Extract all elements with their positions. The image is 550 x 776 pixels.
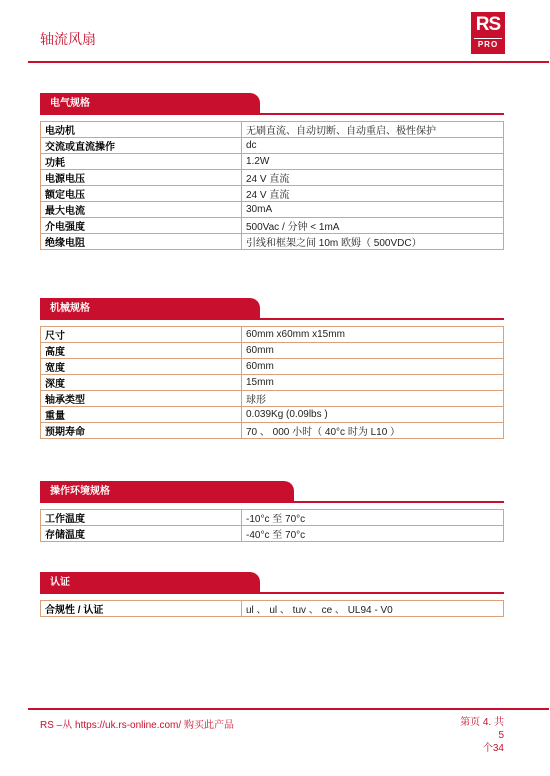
page-title: 轴流风扇 bbox=[40, 32, 96, 48]
spec-label: 工作温度 bbox=[41, 510, 242, 526]
footer-purchase-link[interactable]: RS –从 https://uk.rs-online.com/ 购买此产品 bbox=[40, 720, 234, 731]
header-divider bbox=[28, 61, 549, 63]
spec-label: 电源电压 bbox=[41, 170, 242, 186]
footer-divider bbox=[28, 708, 549, 710]
table-row bbox=[41, 343, 504, 359]
table-row bbox=[41, 186, 504, 202]
spec-table bbox=[40, 326, 504, 439]
spec-value: 60mm x60mm x15mm bbox=[242, 327, 504, 343]
spec-value: ul 、 ul 、 tuv 、 ce 、 UL94 - V0 bbox=[242, 601, 504, 617]
table-row bbox=[41, 138, 504, 154]
spec-label: 合规性 / 认证 bbox=[41, 601, 242, 617]
spec-label: 宽度 bbox=[41, 359, 242, 375]
spec-label: 交流或直流操作 bbox=[41, 138, 242, 154]
spec-value: 24 V 直流 bbox=[242, 186, 504, 202]
spec-value: 60mm bbox=[242, 359, 504, 375]
page-number bbox=[452, 716, 504, 755]
spec-value: dc bbox=[242, 138, 504, 154]
spec-value: 球形 bbox=[242, 391, 504, 407]
spec-label: 预期寿命 bbox=[41, 423, 242, 439]
table-row bbox=[41, 218, 504, 234]
table-row bbox=[41, 423, 504, 439]
section-divider bbox=[40, 318, 504, 320]
section-environment bbox=[40, 481, 504, 542]
spec-label: 尺寸 bbox=[41, 327, 242, 343]
spec-value: 1.2W bbox=[242, 154, 504, 170]
rs-pro-logo bbox=[471, 12, 505, 54]
table-row bbox=[41, 510, 504, 526]
spec-label: 深度 bbox=[41, 375, 242, 391]
spec-value: 70 、 000 小时（ 40°c 时为 L10 ） bbox=[242, 423, 504, 439]
section-certification bbox=[40, 572, 504, 617]
section-header bbox=[40, 481, 504, 503]
spec-table bbox=[40, 509, 504, 542]
spec-value: 0.039Kg (0.09lbs ) bbox=[242, 407, 504, 423]
section-title: 操作环境规格 bbox=[40, 481, 294, 502]
spec-value: 15mm bbox=[242, 375, 504, 391]
section-mechanical bbox=[40, 298, 504, 439]
spec-value: 无刷直流、自动切断、自动重启、极性保护 bbox=[242, 122, 504, 138]
spec-label: 轴承类型 bbox=[41, 391, 242, 407]
page-number-line1: 第页 4. 共 5 bbox=[460, 717, 504, 741]
table-row bbox=[41, 202, 504, 218]
spec-label: 绝缘电阻 bbox=[41, 234, 242, 250]
table-row bbox=[41, 170, 504, 186]
spec-label: 重量 bbox=[41, 407, 242, 423]
table-row bbox=[41, 359, 504, 375]
spec-value: 24 V 直流 bbox=[242, 170, 504, 186]
spec-label: 电动机 bbox=[41, 122, 242, 138]
section-divider bbox=[40, 501, 504, 503]
section-electrical bbox=[40, 93, 504, 250]
table-row bbox=[41, 601, 504, 617]
table-row bbox=[41, 154, 504, 170]
section-title: 电气规格 bbox=[40, 93, 260, 114]
section-title: 机械规格 bbox=[40, 298, 260, 319]
spec-label: 额定电压 bbox=[41, 186, 242, 202]
page-number-line2: 个34 bbox=[482, 743, 504, 754]
spec-label: 介电强度 bbox=[41, 218, 242, 234]
spec-value: 引线和框架之间 10m 欧姆（ 500VDC） bbox=[242, 234, 504, 250]
spec-label: 功耗 bbox=[41, 154, 242, 170]
table-row bbox=[41, 526, 504, 542]
table-row bbox=[41, 375, 504, 391]
table-row bbox=[41, 327, 504, 343]
logo-pro-text: PRO bbox=[474, 38, 502, 49]
spec-value: -40°c 至 70°c bbox=[242, 526, 504, 542]
section-header bbox=[40, 572, 504, 594]
section-header bbox=[40, 298, 504, 320]
spec-table bbox=[40, 600, 504, 617]
spec-value: 60mm bbox=[242, 343, 504, 359]
section-divider bbox=[40, 113, 504, 115]
spec-value: 500Vac / 分钟 < 1mA bbox=[242, 218, 504, 234]
table-row bbox=[41, 234, 504, 250]
spec-label: 高度 bbox=[41, 343, 242, 359]
section-divider bbox=[40, 592, 504, 594]
spec-label: 最大电流 bbox=[41, 202, 242, 218]
table-row bbox=[41, 391, 504, 407]
spec-label: 存储温度 bbox=[41, 526, 242, 542]
section-header bbox=[40, 93, 504, 115]
spec-value: 30mA bbox=[242, 202, 504, 218]
section-title: 认证 bbox=[40, 572, 260, 593]
spec-table bbox=[40, 121, 504, 250]
table-row bbox=[41, 407, 504, 423]
spec-value: -10°c 至 70°c bbox=[242, 510, 504, 526]
table-row bbox=[41, 122, 504, 138]
logo-rs-text: RS bbox=[475, 14, 501, 35]
